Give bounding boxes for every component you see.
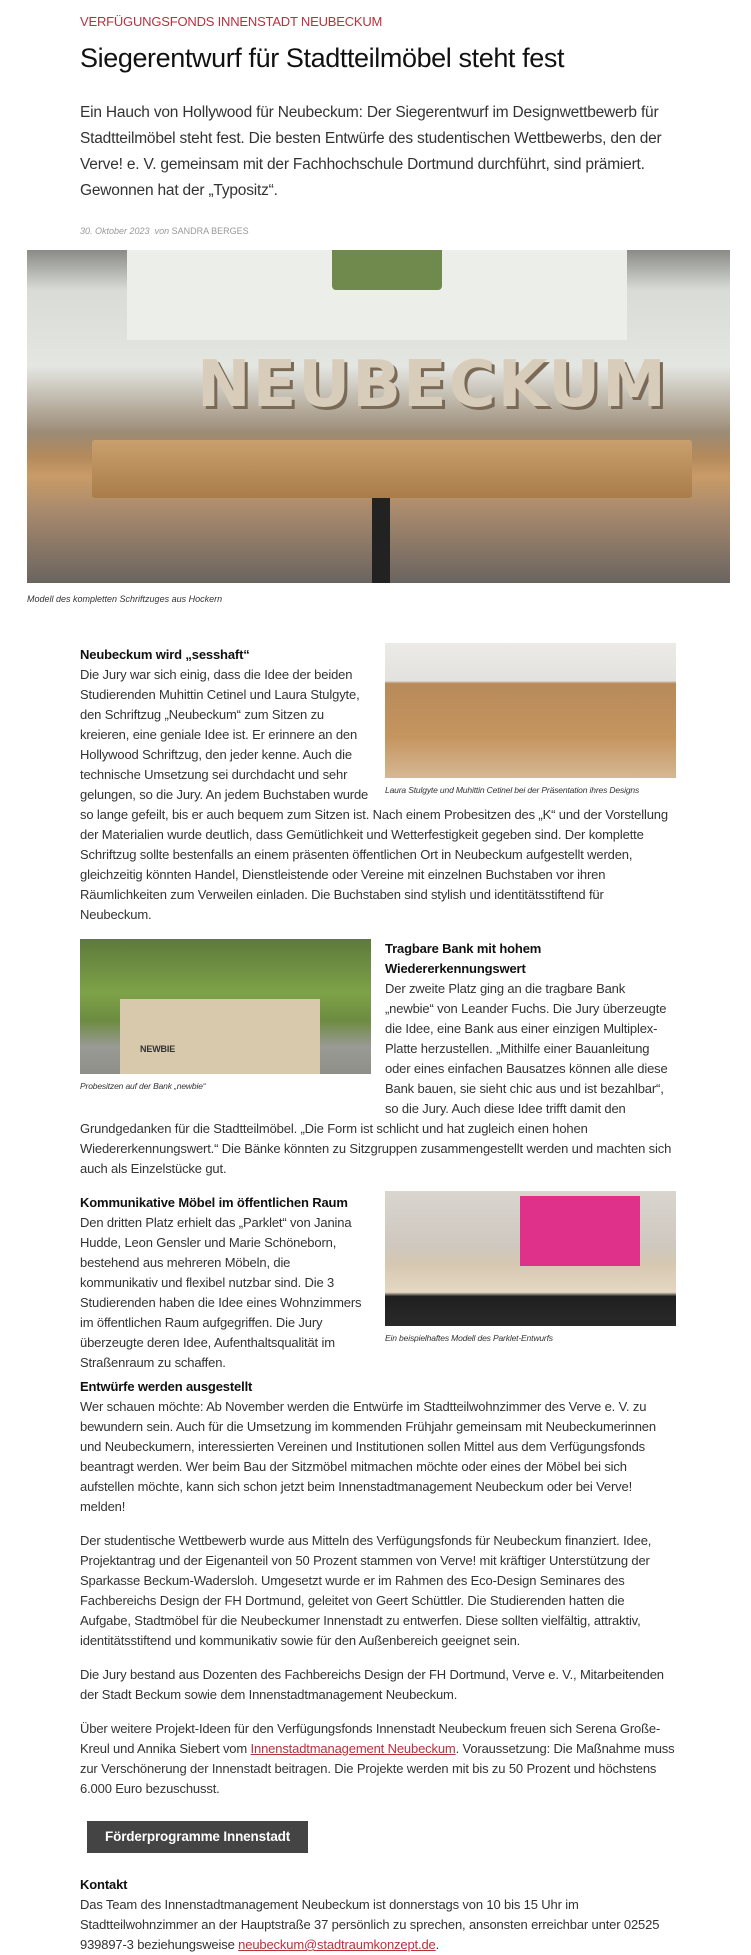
section-text: Wer schauen möchte: Ab November werden die Entwürfe im Stadtteilwohnzimmer des Verve e. V. zu bewundern sein. Auch für die Umsetzung im kommenden Frühjahr gemeinsam mit Neubeckumerinnen und Neubeckumern, interessierten Vereinen und Institutionen sollen Mittel aus dem Verfügungsfonds beantragt werden. Wer beim Bau der Sitzmöbel mitmachen möchte oder eines der Möbel bei sich aufstellen möchte, kann sich schon jetzt beim Innenstadtmanagement Neubeckum oder bei Verve! melden! — [80, 1399, 656, 1514]
section-parklet — [80, 1193, 676, 1373]
section-text: Die Jury war sich einig, dass die Idee der beiden Studierenden Muhittin Cetinel und Laura Stulgyte, den Schriftzug „Neubeckum“ zum Sitzen zu kreieren, eine geniale Idee ist. Er erinnere an den Hollywood Schriftzug, den jeder kenne. Auch die technische Umsetzung sei durchdacht und sehr gelungen, so die Jury. An jedem Buchstaben wurde so lange gefeilt, bis er auch bequem zum Sitzen ist. Nach einem Probesitzen des „K“ und der Vorstellung der Materialien wurde deutlich, dass Gemütlichkeit und Wetterfestigkeit gegeben sind. Der komplette Schriftzug sollte bestenfalls an einem präsenten öffentlichen Ort in Neubeckum aufgestellt werden, gleichzeitig könnten Handel, Dienstleistende oder Vereine mit einzelnen Buchstaben vor ihren Räumlichkeiten zum Verweilen einladen. Die Buchstaben sind stylish und identitätsstiftend für Neubeckum. — [80, 667, 668, 922]
contact-end: . — [435, 1937, 440, 1952]
article-meta — [80, 226, 680, 236]
innenstadtmanagement-link[interactable]: Innenstadtmanagement Neubeckum — [250, 1741, 456, 1756]
article-body — [80, 645, 676, 1955]
hero-letters: NEUBECKUM — [197, 348, 668, 422]
hero-green-panel — [332, 250, 442, 290]
date: 30. Oktober 2023 — [80, 226, 150, 236]
section-text: Der zweite Platz ging an die tragbare Bank „newbie“ von Leander Fuchs. Die Jury überzeugte die Idee, eine Bank aus einer einzigen Multiplex-Platte herzustellen. „Mithilfe einer Bauanleitung oder eines einfachen Bausatzes können alle diese Bank bauen, sie sieht chic aus und ist bezahlbar“, so die Jury. Auch diese Idee trifft damit den Grundgedanken für die Stadtteilmöbel. „Die Form ist schlicht und hat zugleich einen hohen Wiedererkennungswert.“ Die Bänke könnten zu Sitzgruppen zusammengestellt werden und machten sich auch als Einzelstücke gut. — [80, 981, 672, 1176]
paragraph-funding: Der studentische Wettbewerb wurde aus Mitteln des Verfügungsfonds für Neubeckum finanziert. Idee, Projektantrag und der Eigenanteil von 50 Prozent stammen von Verve! mit kräftiger Unterstützung der Sparkasse Beckum-Wadersloh. Umgesetzt wurde er im Rahmen des Eco-Design Seminares des Fachbereichs Design der FH Dortmund, geleitet von Geert Schüttler. Die Studierenden hatten die Aufgabe, Stadtmöbel für die Neubeckumer Innenstadt zu entwerfen. Diese sollten vielfältig, attraktiv, identitätsstiftend und kommunikativ sowie für den Außenbereich geeignet sein. — [80, 1533, 652, 1648]
foerderprogramme-button[interactable]: Förderprogramme Innenstadt — [87, 1821, 308, 1853]
section-ausgestellt — [80, 1373, 676, 1517]
article-header — [80, 10, 680, 236]
hero-caption: Modell des kompletten Schriftzuges aus Hockern — [27, 594, 223, 604]
category-label[interactable]: VERFÜGUNGSFONDS INNENSTADT NEUBECKUM — [80, 14, 383, 29]
figure-caption: Laura Stulgyte und Muhittin Cetinel bei der Präsentation ihres Designs — [385, 785, 640, 795]
lead-text: Ein Hauch von Hollywood für Neubeckum: Der Siegerentwurf im Designwettbewerb für Stadtteilmöbel steht fest. Die besten Entwürfe des studentischen Wettbewerbs, den der Verve! e. V. gemeinsam mit der Fachhochschule Dortmund durchführt, sind prämiert. Gewonnen hat der „Typositz“. — [80, 104, 662, 199]
hero-table-leg — [372, 498, 390, 583]
section-bank — [80, 939, 676, 1179]
section-heading: Kommunikative Möbel im öffentlichen Raum — [80, 1195, 348, 1210]
contact-heading: Kontakt — [80, 1877, 128, 1892]
figure-presentation — [385, 643, 676, 796]
parklet-photo — [385, 1191, 676, 1326]
paragraph-ideas — [80, 1719, 676, 1799]
figure-caption: Ein beispielhaftes Modell des Parklet-Entwurfs — [385, 1333, 553, 1343]
paragraph-jury: Die Jury bestand aus Dozenten des Fachbereichs Design der FH Dortmund, Verve e. V., Mitarbeitenden der Stadt Beckum sowie dem Innenstadtmanagement Neubeckum. — [80, 1667, 664, 1702]
contact-text — [80, 1895, 676, 1955]
hero-image — [27, 250, 730, 583]
section-sesshaft — [80, 645, 676, 925]
author[interactable]: SANDRA BERGES — [171, 226, 249, 236]
hero-table — [92, 440, 692, 498]
figure-parklet — [385, 1191, 676, 1344]
ideas-text-end: . Voraussetzung: Die Maßnahme muss zur Verschönerung der Innenstadt beitragen. Die Projekte werden mit bis zu 50 Prozent und höchstens 6.000 Euro bezuschusst. — [80, 1741, 675, 1796]
email-link[interactable]: neubeckum@stadtraumkonzept.de — [238, 1937, 436, 1952]
page-title: Siegerentwurf für Stadtteilmöbel steht fest — [80, 43, 565, 73]
section-text: Den dritten Platz erhielt das „Parklet“ von Janina Hudde, Leon Gensler und Marie Schöneborn, bestehend aus mehreren Möbeln, die kommunikativ und flexibel nutzbar sind. Die 3 Studierenden haben die Idee eines Wohnzimmers im öffentlichen Raum aufgegriffen. Die Jury überzeugte deren Idee, Aufenthaltsqualität im Straßenraum zu schaffen. — [80, 1215, 362, 1370]
bench-photo — [80, 939, 371, 1074]
by-label: von — [154, 226, 170, 236]
presentation-photo — [385, 643, 676, 778]
figure-caption: Probesitzen auf der Bank „newbie“ — [80, 1081, 206, 1091]
section-heading: Tragbare Bank mit hohem Wiedererkennungswert — [385, 941, 542, 976]
bench-label: NEWBIE — [140, 1044, 176, 1054]
section-heading: Neubeckum wird „sesshaft“ — [80, 647, 250, 662]
contact-body: Das Team des Innenstadtmanagement Neubeckum ist donnerstags von 10 bis 15 Uhr im Stadtteilwohnzimmer an der Hauptstraße 37 persönlich zu sprechen, ansonsten erreichbar unter 02525 939897-3 beziehungsweise — [80, 1897, 660, 1952]
contact-section — [80, 1875, 676, 1955]
ideas-text: Über weitere Projekt-Ideen für den Verfügungsfonds Innenstadt Neubeckum freuen sich Serena Große-Kreul und Annika Siebert vom — [80, 1721, 661, 1756]
section-heading: Entwürfe werden ausgestellt — [80, 1379, 253, 1394]
figure-bench — [80, 939, 371, 1092]
